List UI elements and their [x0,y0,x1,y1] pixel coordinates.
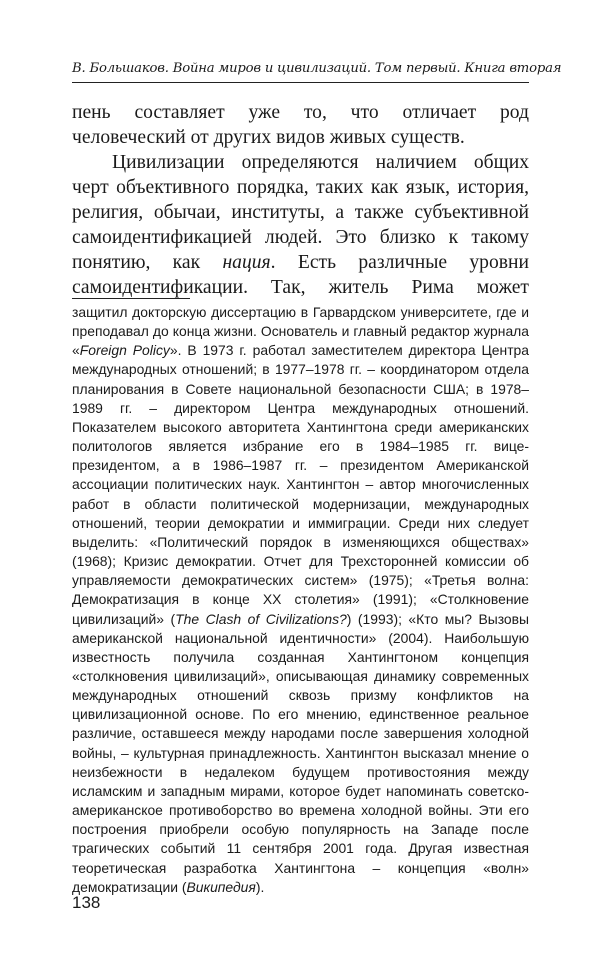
footnote-italic: The Clash of Civilizations? [175,610,347,627]
header-rule [72,82,529,83]
footnote-text: защитил докторскую диссертацию в Гарвардском университете, где и преподавал до конца жизни. Основатель и главный редактор журнала « [72,304,529,359]
main-text [72,100,529,300]
footnote-text: ). [255,878,265,895]
footnote-italic: Википедия [186,878,256,895]
footnote-text: ». В 1973 г. работал заместителем директора Центра международных отношений; в 1977–1978 гг. – координатором отдела планирования в Совете национальной безопасности США; в 1978–1989 гг. – директором Центра международных отношений. Показателем высокого авторитета Хантингтона среди американских политологов является избрание его в 1984–1985 гг. вице-президентом, а в 1986–1987 гг. – президентом Американской ассоциации политических наук. Хантингтон – автор многочисленных работ в области политической модернизации, международных отношений, теории демократии и иммиграции. Среди них следует выделить: «Политический порядок в изменяющихся обществах» (1968); Кризис демократии. Отчет для Трехсторонней комиссии об управляемости демократических систем» (1975); «Третья волна: Демократизация в конце XX столетия» (1991); «Столкновение цивилизаций» ( [72,342,530,627]
running-head: В. Большаков. Война миров и цивилизаций. Том первый. Книга вторая [72,61,562,76]
page-number: 138 [72,893,101,912]
emphasis-term: нация [222,252,271,273]
footnote-text: ) (1993); «Кто мы? Вызовы американской национальной идентичности» (2004). Наибольшую известность получила созданная Хантингтоном концепция «столкновения цивилизаций», описывающая динамику современных международных отношений сквозь призму конфликтов на цивилизационной основе. По его мнению, единственное реальное различие, оставшееся между народами после завершения холодной войны, – культурная принадлежность. Хантингтон высказал мнение о неизбежности в недалеком будущем противостояния между исламским и западным мирами, которое будет напоминать советско-американское противоборство во времена холодной войны. Эти его построения приобрели особую популярность на Западе после трагических событий 11 сентября 2001 года. Другая известная теоретическая разработка Хантингтона – концепция «волн» демократизации ( [72,610,530,895]
footnote-italic: Foreign Policy [79,342,170,359]
footnote [72,303,529,897]
paragraph-text: . Есть различные уровни самоидентификации. Так, житель Рима может [72,252,529,298]
paragraph-continuation: пень составляет уже то, что отличает род человеческий от других видов живых существ. [72,102,529,148]
footnote-rule [72,298,190,299]
paragraph-civilizations [72,150,529,300]
paragraph-text: Цивилизации определяются наличием общих черт объективного порядка, таких как язык, история, религия, обычаи, институты, а также субъективной самоидентификацией людей. Это близко к такому понятию, как [72,152,529,273]
